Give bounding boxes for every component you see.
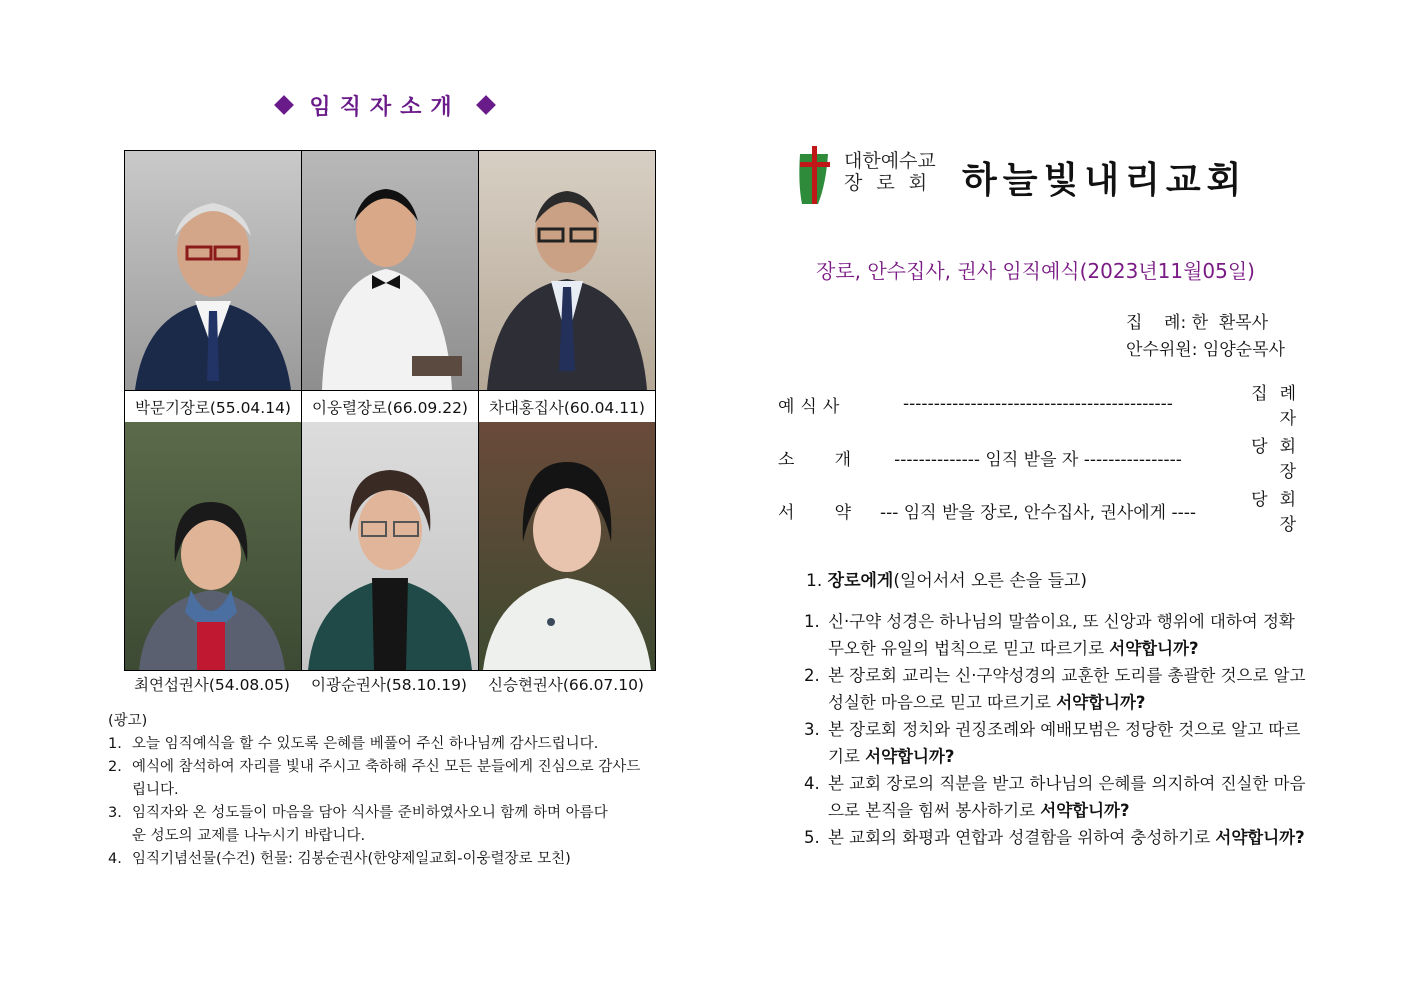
church-logo (796, 144, 832, 206)
notice-list (108, 710, 668, 871)
person-silhouette-icon (479, 151, 655, 390)
portrait-photo (125, 422, 302, 670)
person-silhouette-icon (302, 151, 478, 390)
vow-item: 3. 본 장로회 정치와 권징조례와 예배모범은 정당한 것으로 알고 따르기로 서약합니까? (804, 720, 1301, 766)
vow-heading: 1. 장로에게(일어서서 오른 손을 들고) (806, 571, 1088, 591)
notice-item: 3. 임직자와 온 성도들이 마음을 담아 식사를 준비하였사오니 함께 하며 아름다운 성도의 교제를 나누시기 바랍니다. (108, 805, 608, 844)
photo-grid-row1 (124, 150, 656, 423)
portrait-caption: 이웅렬장로(66.09.22) (302, 390, 479, 422)
vow-item: 2. 본 장로회 교리는 신·구약성경의 교훈한 도리를 총괄한 것으로 알고 성실한 마음으로 믿고 따르기로 서약합니까? (804, 666, 1306, 712)
diamond-icon (274, 95, 294, 115)
portrait-caption: 신승현권사(66.07.10) (488, 676, 644, 694)
order-row: 소 개 -------------- 임직 받을 자 ---------------- 당회장 (778, 437, 1308, 482)
portrait-photo (479, 422, 656, 670)
section-title: 임직자소개 (255, 88, 515, 122)
photo-grid-row2 (124, 422, 656, 671)
notice-heading: (광고) (108, 713, 148, 729)
person-silhouette-icon (479, 422, 655, 670)
person-silhouette-icon (125, 151, 301, 390)
portrait-photo (302, 422, 479, 670)
notice-item: 1. 오늘 임직예식을 할 수 있도록 은혜를 베풀어 주신 하나님께 감사드립니다. (108, 736, 599, 752)
notice-item: 2. 예식에 참석하여 자리를 빛내 주시고 축하해 주신 모든 분들에게 진심으로 감사드립니다. (108, 759, 641, 798)
church-name: 하늘빛내리교회 (962, 160, 1248, 201)
order-row: 예식사 -------------------------------------------- 집례자 (778, 384, 1308, 429)
vow-item: 5. 본 교회의 화평과 연합과 성결함을 위하여 충성하기로 서약합니까? (804, 828, 1305, 847)
portrait-caption: 이광순권사(58.10.19) (311, 676, 467, 694)
portrait-caption: 최연섭권사(54.08.05) (134, 676, 290, 694)
person-silhouette-icon (302, 422, 478, 670)
portrait-caption: 차대홍집사(60.04.11) (479, 390, 655, 422)
vow-item: 1. 신·구약 성경은 하나님의 말씀이요, 또 신앙과 행위에 대하여 정확 무오한 유일의 법칙으로 믿고 따르기로 서약합니까? (804, 612, 1295, 658)
ceremony-title: 장로, 안수집사, 권사 임직예식(2023년11월05일) (816, 259, 1255, 283)
vow-item: 4. 본 교회 장로의 직분을 받고 하나님의 은혜를 의지하여 진실한 마음으로 본직을 힘써 봉사하기로 서약합니까? (804, 774, 1306, 820)
denomination: 대한예수교 장로회 (844, 150, 942, 194)
portrait-caption: 박문기장로(55.04.14) (125, 390, 302, 422)
order-row: 서 약 --- 임직 받을 장로, 안수집사, 권사에게 ---- 당회장 (778, 490, 1308, 535)
diamond-icon (476, 95, 496, 115)
officiant-block: 집 례: 한 환목사 안수위원: 임양순목사 (1126, 313, 1285, 360)
portrait-photo (479, 151, 656, 390)
cross-logo-icon (796, 144, 832, 206)
portrait-photo (125, 151, 302, 390)
person-silhouette-icon (125, 422, 301, 670)
notice-item: 4. 임직기념선물(수건) 헌물: 김봉순권사(한양제일교회-이웅렬장로 모친) (108, 851, 571, 867)
vow-list (804, 608, 1309, 851)
portrait-photo (302, 151, 479, 390)
